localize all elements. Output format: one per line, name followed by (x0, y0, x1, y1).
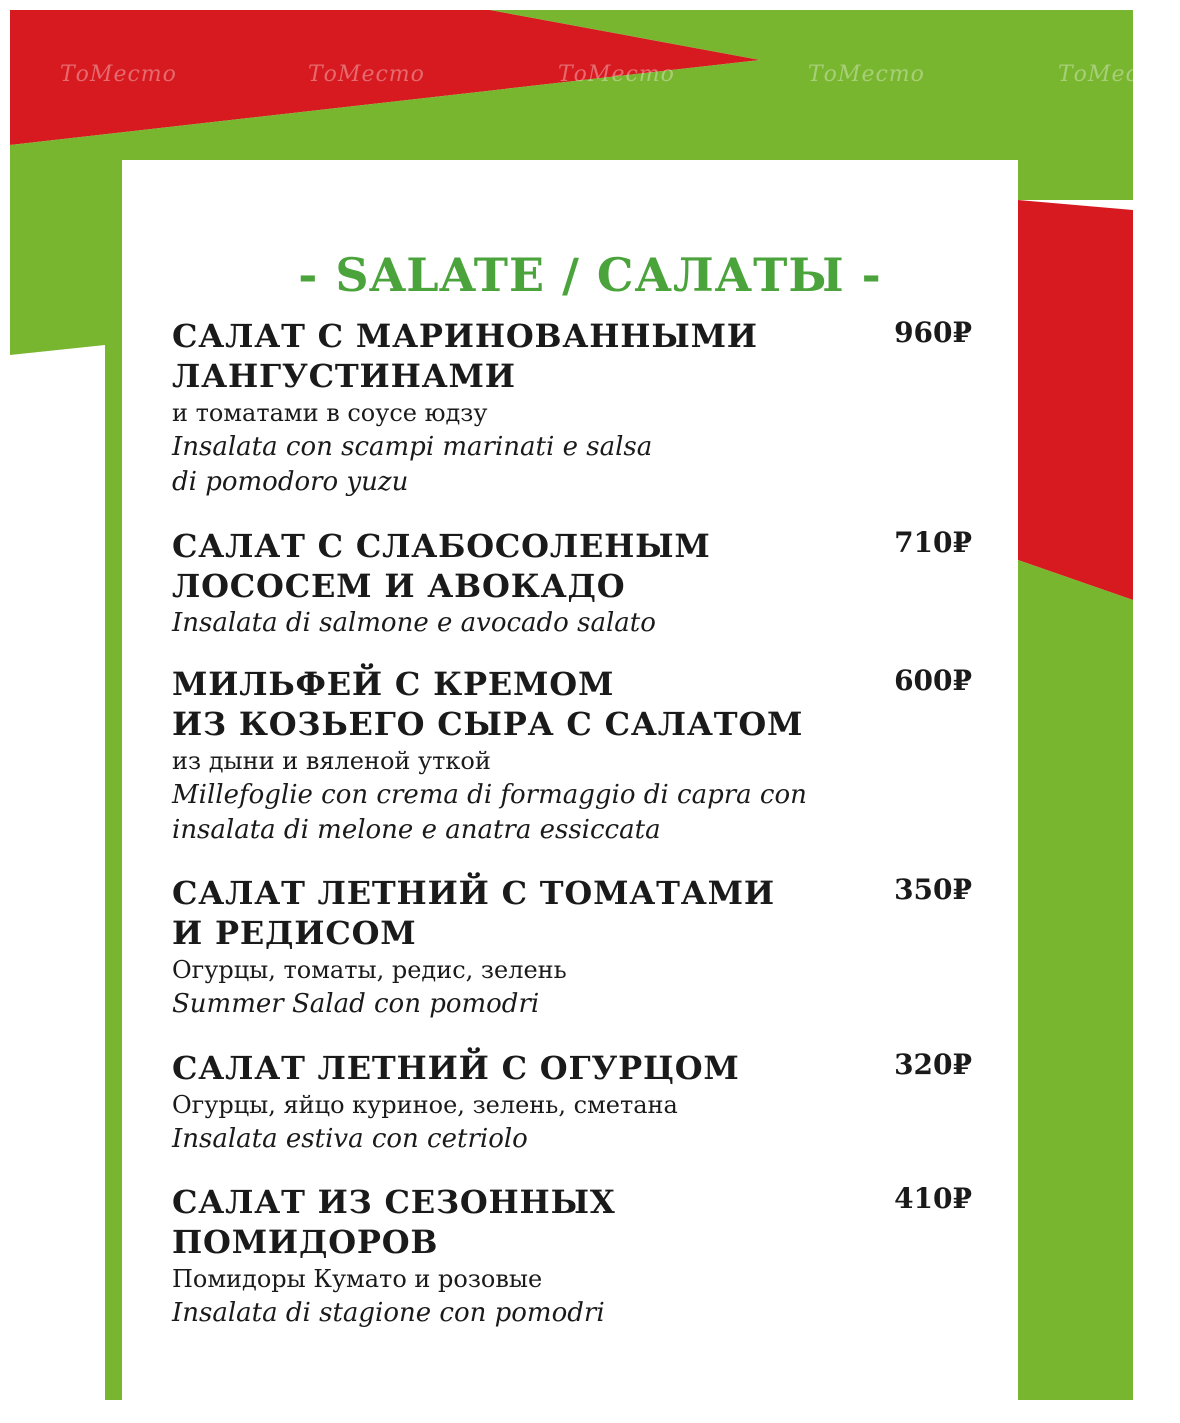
item-price: 320₽ (894, 1048, 972, 1081)
watermark-text: ТоМесто (308, 62, 425, 87)
menu-item (172, 873, 972, 1022)
item-description-it: Insalata di salmone e avocado salato (172, 608, 656, 638)
item-title-line: И РЕДИСОМ (172, 914, 417, 952)
item-title-line: МИЛЬФЕЙ С КРЕМОМ (172, 665, 615, 703)
item-title-line: САЛАТ ЛЕТНИЙ С ОГУРЦОМ (172, 1049, 740, 1087)
item-description-it: insalata di melone e anatra essiccata (172, 815, 661, 845)
watermark-text: ТоМесто (558, 62, 675, 87)
item-title-line: ЛОСОСЕМ И АВОКАДО (172, 567, 626, 605)
menu-item (172, 526, 972, 641)
item-title-line: САЛАТ ЛЕТНИЙ С ТОМАТАМИ (172, 874, 775, 912)
watermark-text: ТоМесто (1058, 62, 1175, 87)
item-description-ru: Огурцы, томаты, редис, зелень (172, 956, 567, 984)
item-title-line: ИЗ КОЗЬЕГО СЫРА С САЛАТОМ (172, 705, 804, 743)
item-description-ru: из дыни и вяленой уткой (172, 747, 491, 775)
item-description-it: Insalata con scampi marinati e salsa (172, 432, 653, 462)
item-title-line: ЛАНГУСТИНАМИ (172, 357, 516, 395)
watermark-text: ТоМесто (60, 62, 177, 87)
section-heading: - SALATE / САЛАТЫ - (298, 248, 882, 302)
item-description-it: di pomodoro yuzu (172, 467, 409, 497)
item-price: 350₽ (894, 873, 972, 906)
item-description-ru: Огурцы, яйцо куриное, зелень, сметана (172, 1091, 678, 1119)
item-title-line: ПОМИДОРОВ (172, 1223, 439, 1261)
item-description-ru: и томатами в соусе юдзу (172, 399, 488, 427)
menu-item (172, 1048, 972, 1157)
item-description-it: Summer Salad con pomodri (172, 989, 540, 1019)
item-description-it: Millefoglie con crema di formaggio di capra con (172, 780, 807, 810)
item-description-it: Insalata di stagione con pomodri (172, 1298, 605, 1328)
item-title-line: САЛАТ С МАРИНОВАННЫМИ (172, 317, 758, 355)
right-green-band (1018, 560, 1133, 1400)
left-green-band (105, 345, 122, 1400)
item-title-line: САЛАТ ИЗ СЕЗОННЫХ (172, 1183, 616, 1221)
item-description-it: Insalata estiva con cetriolo (172, 1124, 528, 1154)
watermark-text: ТоМесто (808, 62, 925, 87)
item-description-ru: Помидоры Кумато и розовые (172, 1265, 543, 1293)
item-price: 410₽ (894, 1182, 972, 1215)
item-title-line: САЛАТ С СЛАБОСОЛЕНЫМ (172, 527, 711, 565)
menu-item (172, 664, 972, 848)
item-price: 960₽ (894, 316, 972, 349)
menu-item (172, 316, 972, 500)
menu-item (172, 1182, 972, 1331)
item-price: 710₽ (894, 526, 972, 559)
item-price: 600₽ (894, 664, 972, 697)
